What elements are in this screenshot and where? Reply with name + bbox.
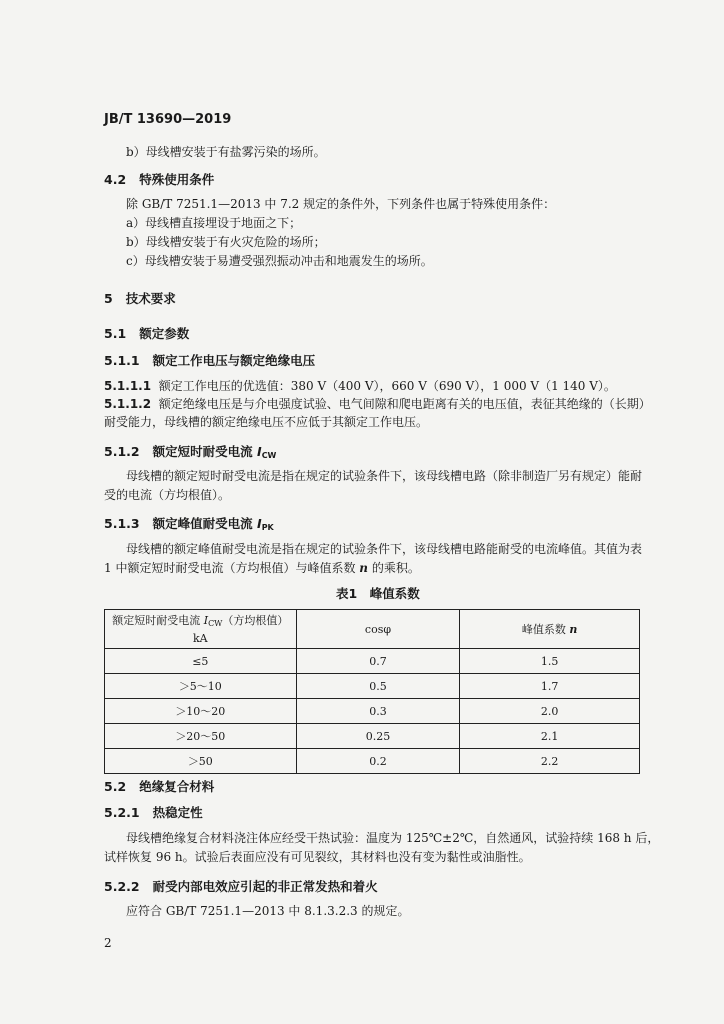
heading-number: 4.2: [104, 172, 127, 187]
heading-title: 绝缘复合材料: [139, 779, 215, 794]
heading-5-2-1: [104, 803, 203, 821]
heading-5-2-2: [104, 877, 378, 895]
cell-n: 2.2: [460, 749, 640, 774]
clause-4-2-intro: 除 GB/T 7251.1—2013 中 7.2 规定的条件外，下列条件也属于特殊使用条件：: [126, 197, 556, 211]
heading-title: 额定短时耐受电流: [152, 444, 253, 459]
heading-5-2: [104, 777, 214, 795]
header-cell-n: [460, 610, 640, 649]
heading-number: 5: [104, 291, 113, 306]
cell-cos: 0.25: [296, 724, 460, 749]
symbol: I: [257, 516, 262, 531]
symbol-n: n: [569, 622, 578, 636]
table-header-row: [105, 610, 640, 649]
clause-5-2-1-line2: 试样恢复 96 h。试验后表面应没有可见裂纹，其材料也没有变为黏性或油脂性。: [104, 850, 531, 864]
heading-title: 额定工作电压与额定绝缘电压: [152, 353, 316, 368]
header-text: 额定短时耐受电流: [112, 613, 204, 627]
cell-cos: 0.5: [296, 674, 460, 699]
heading-5-1-2: [104, 442, 276, 460]
clause-5-2-2-text: 应符合 GB/T 7251.1—2013 中 8.1.3.2.3 的规定。: [126, 904, 410, 918]
cell-cos: 0.3: [296, 699, 460, 724]
text-part: 1 中额定短时耐受电流（方均根值）与峰值系数: [104, 561, 360, 575]
heading-number: 5.1.1: [104, 353, 140, 368]
table-row: [105, 649, 640, 674]
cell-n: 2.1: [460, 724, 640, 749]
heading-5-1-3: [104, 514, 274, 532]
header-text: 峰值系数: [521, 622, 570, 636]
table-row: [105, 674, 640, 699]
heading-number: 5.1.3: [104, 516, 140, 531]
heading-number: 5.1.2: [104, 444, 140, 459]
clause-5-1-1-2-line2: 耐受能力，母线槽的额定绝缘电压不应低于其额定工作电压。: [104, 415, 429, 429]
cell-current: ＞10～20: [105, 699, 297, 724]
page-number: 2: [104, 936, 112, 950]
heading-title: 耐受内部电效应引起的非正常发热和着火: [152, 879, 378, 894]
table-caption: 表1 峰值系数: [336, 586, 420, 601]
clause-4-2-item-a: a）母线槽直接埋设于地面之下；: [126, 216, 302, 230]
cell-current: ＞20～50: [105, 724, 297, 749]
cell-current: ＞50: [105, 749, 297, 774]
heading-title: 技术要求: [125, 291, 176, 306]
heading-title: 热稳定性: [152, 805, 203, 820]
header-unit: kA: [193, 631, 208, 645]
symbol: I: [203, 613, 209, 627]
heading-5-1: [104, 324, 189, 342]
cell-current: ≤5: [105, 649, 297, 674]
clause-4-1-item-b: b）母线槽安装于有盐雾污染的场所。: [126, 145, 326, 159]
heading-5-1-1: [104, 351, 315, 369]
heading-number: 5.1: [104, 326, 127, 341]
cell-cos: 0.2: [296, 749, 460, 774]
heading-title: 特殊使用条件: [139, 172, 215, 187]
table-row: [105, 724, 640, 749]
clause-number: 5.1.1.2: [104, 397, 152, 411]
heading-number: 5.2: [104, 779, 127, 794]
heading-title: 额定峰值耐受电流: [152, 516, 253, 531]
heading-number: 5.2.1: [104, 805, 140, 820]
clause-text: 额定工作电压的优选值：380 V（400 V），660 V（690 V），1 000 V（1 140 V）。: [158, 379, 616, 393]
clause-number: 5.1.1.1: [104, 379, 152, 393]
cell-n: 2.0: [460, 699, 640, 724]
heading-5: [104, 289, 176, 307]
heading-number: 5.2.2: [104, 879, 140, 894]
clause-5-2-1-line1: 母线槽绝缘复合材料浇注体应经受干热试验：温度为 125℃±2℃，自然通风，试验持续 168 h 后，: [126, 831, 660, 845]
table-row: [105, 749, 640, 774]
cell-cos: 0.7: [296, 649, 460, 674]
header-cell-cos: cosφ: [296, 610, 460, 649]
symbol-n: n: [359, 561, 368, 575]
symbol-subscript: CW: [208, 618, 223, 628]
heading-title: 额定参数: [139, 326, 190, 341]
cell-n: 1.5: [460, 649, 640, 674]
heading-4-2: [104, 170, 214, 188]
symbol: I: [257, 444, 262, 459]
clause-4-2-item-b: b）母线槽安装于有火灾危险的场所；: [126, 235, 326, 249]
standard-number: JB/T 13690—2019: [104, 112, 232, 127]
clause-5-1-2-line1: 母线槽的额定短时耐受电流是指在规定的试验条件下，该母线槽电路（除非制造厂另有规定）能耐: [126, 469, 643, 483]
clause-4-2-item-c: c）母线槽安装于易遭受强烈振动冲击和地震发生的场所。: [126, 254, 433, 268]
clause-5-1-2-line2: 受的电流（方均根值）。: [104, 488, 231, 502]
text-part: 的乘积。: [368, 561, 420, 575]
cell-n: 1.7: [460, 674, 640, 699]
clause-text-line1: 额定绝缘电压是与介电强度试验、电气间隙和爬电距离有关的电压值，表征其绝缘的（长期）: [158, 397, 651, 411]
table-row: [105, 699, 640, 724]
clause-5-1-3-line2: [104, 560, 420, 576]
clause-5-1-1-1: [104, 378, 616, 394]
symbol-subscript: PK: [261, 523, 274, 532]
symbol-subscript: CW: [261, 451, 277, 460]
clause-5-1-3-line1: 母线槽的额定峰值耐受电流是指在规定的试验条件下，该母线槽电路能耐受的电流峰值。其值为表: [126, 542, 643, 556]
header-text: （方均根值）: [222, 613, 289, 627]
peak-factor-table: [104, 609, 640, 774]
clause-5-1-1-2: [104, 396, 651, 412]
header-cell-current: [105, 610, 297, 649]
cell-current: ＞5～10: [105, 674, 297, 699]
